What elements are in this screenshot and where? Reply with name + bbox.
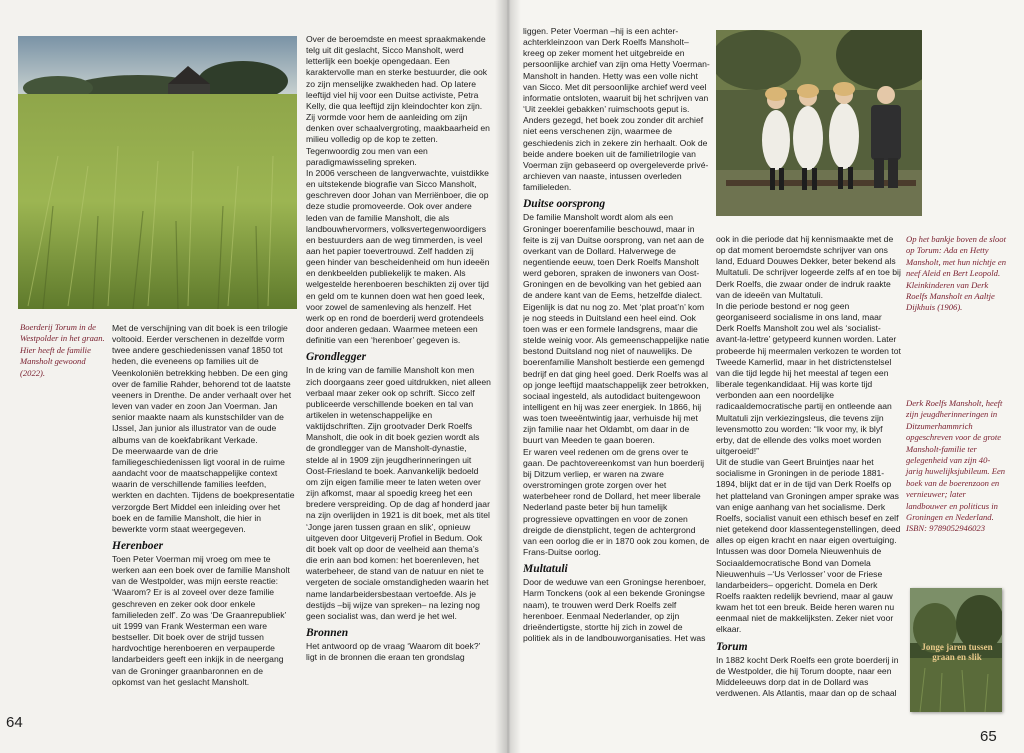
photo-caption-bankje	[906, 234, 1006, 314]
paragraph: Door de weduwe van een Groningse herenboer, Harm Tonckens (ook al een bekende Groningse naam), te trouwen werd Derk Roelfs zelf herenboer. Eenmaal Nederlander, op zijn drieëndertigste, stortte hij zich in zowel de politiek als in de landbouworganisaties. Het was	[523, 577, 706, 643]
paragraph: De familie Mansholt wordt alom als een Groninger boerenfamilie beschouwd, maar in feite is zij van Duitse oorsprong, van net aan de overkant van de Dollard. Halverwege de negentiende eeuw, toen Derk Roelfs Mansholt werd geboren, spraken de inwoners van Oost-Groningen en de bevolking van het gebied aan de andere kant van de Eems, hetzelfde dialect. Eigenlijk is dat nu nog zo. Met ‘plat proat’n’ kom je nog steeds in Duitsland een heel eind. Ook toen was er een formele landsgrens, maar die stelde weinig voor. Als gemeenschappelijke natie bestond Duitsland nog niet of nauwelijks. De boerenfamilie Mansholt bestierde een gemengd bedrijf en dat ging heel goed. Derk Roelfs was al op jonge leeftijd maatschappelijk zeer betrokken, sociaal ingesteld, als autodidact buitengewoon intelligent en hij was zeer energiek. In 1866, hij was toen tweeëntwintig jaar, verhuisde hij met zijn familie naar het Oldambt, om daar in de buurt van Meeden te gaan boeren.	[523, 212, 710, 446]
heading-duitse-oorsprong: Duitse oorsprong	[523, 198, 606, 211]
paragraph: In 2006 verscheen de langverwachte, vuistdikke en uitstekende biografie van Sicco Mansholt, geschreven door Johan van Merriënboer, die op deze studie promoveerde. Ook over andere leden van de familie Mansholt, die als landbouwhervormers, volksvertegenwoordigers en bestuurders aan de weg timmerden, is veel aan het papier toevertrouwd. Zelf hadden zij geen hinder van bescheidenheid om hun ideeën en denkbeelden publiekelijk te maken. Als welgestelde herenboeren beschikten zij over tijd en geld om te kunnen doen wat hen goed leek, voor zowel de samenleving als henzelf. Het werk op en rond de boerderij werd grotendeels door anderen gedaan. Waarmee meteen een definitie van een ‘herenboer’ gegeven is.	[306, 167, 490, 346]
heading-bronnen: Bronnen	[306, 626, 349, 639]
photo-farm-torum	[18, 36, 297, 309]
paragraph: Uit de studie van Geert Bruintjes naar het socialisme in Groningen in de periode 1881-1894, blijkt dat er in de tijd van Derk Roelfs op het platteland van Groningen amper sprake was van enige aanhang van het socialisme. Derk Roelfs, socialist vanuit een ethisch besef en zelf niet getekend door klassentegenstellingen, deed alles op eigen kracht en naar eigen overtuiging. Intussen was door Domela Nieuwenhuis de Sociaaldemocratische Bond van Domela Nieuwenhuis –‘Us Verlosser’ voor de Friese landarbeiders– opgericht. Domela en Derk Roelfs raakten redelijk bevriend, maar al gauw kwam het tot een breuk. Beide heren waren nu eenmaal niet de makkelijksten. Zeker niet voor elkaar.	[716, 457, 901, 635]
paragraph: liggen. Peter Voerman –hij is een achter-achterkleinzoon van Derk Roelfs Mansholt– kreeg op zeker moment het uitgebreide en persoonlijke archief van zijn oma Hetty Voerman-Mansholt in handen. Hetty was een volle nicht van Sicco. Met dit persoonlijke archief werd veel informatie ontsloten, waaruit bij het schrijven van ‘Uit zeeklei gebakken’ ruimschoots geput is. Anders gezegd, het boek zou zonder dit archief niet eens verschenen zijn, waarmee de geschiedenis zich in zekere zin herhaalt. Ook de beide andere boeken uit de familietrilogie van Voerman zijn gebaseerd op overgeleverde privé-archieven van naaste, intussen overleden familieleden.	[523, 26, 710, 193]
right-column-2	[716, 234, 901, 714]
page-number-right: 65	[980, 728, 997, 745]
left-column-2	[306, 34, 491, 714]
photo-caption-torum	[20, 322, 106, 379]
heading-grondlegger: Grondlegger	[306, 351, 367, 364]
book-cover-title: Jonge jaren tussen graan en slik	[921, 642, 993, 662]
paragraph: Over de beroemdste en meest spraakmakende telg uit dit geslacht, Sicco Mansholt, werd letterlijk een boekje opengedaan. Een karaktervolle man en sterke bestuurder, die ook zo zijn menselijke zwakheden had. Op latere leeftijd viel hij voor een Duitse activiste, Petra Kelly, die qua leeftijd zijn kleindochter kon zijn. Zij vormde voor hem de aanleiding om zijn denken over schaalvergroting, maakbaarheid en milieu volledig op de kop te zetten. Tegenwoordig zou men van een paradigmawisseling spreken.	[306, 34, 490, 167]
farm-grain-field-image	[18, 36, 297, 309]
heading-torum: Torum	[716, 640, 748, 653]
book-cover	[910, 588, 1002, 712]
photo-children-bench	[716, 30, 922, 216]
right-column-1	[523, 26, 711, 714]
paragraph: ook in die periode dat hij kennismaakte met de op dat moment beroemdste schrijver van ons land, Eduard Douwes Dekker, beter bekend als Multatuli. De schrijver logeerde zelfs af en toe bij Derk Roelfs, die zwaar onder de indruk raakte van de ideeën van Multatuli.	[716, 234, 901, 300]
paragraph: In die periode bestond er nog geen georganiseerd socialisme in ons land, maar Derk Roelfs Mansholt zou wel als ‘socialist-avant-la-lettre’ getypeerd kunnen worden. Later probeerde hij meermalen verkozen te worden tot Tweede Kamerlid, maar in het districtenstelsel van die tijd legde hij het meestal af tegen een liberale tegenkandidaat. Hij was korte tijd verbonden aan een noordelijke radicaaldemocratische partij en ontleende aan Multatuli zijn verkiezingsleus, die tevens zijn levensmotto zou worden: “Ik voor my, ik blyf erby, dat de ellende des volks moet worden uitgeroeid!”	[716, 300, 901, 456]
left-page	[0, 0, 507, 753]
caption-text: Op het bankje boven de sloot op Torum: Ada en Hetty Mansholt, met hun nichtje en neef Aleid en Bert Leopold. Kleinkinderen van Derk Roelfs Mansholt en Aaltje Dijkhuis (1906).	[906, 234, 1007, 313]
caption-text: Boerderij Torum in de Westpolder in het graan. Hier heeft de familie Mansholt gewoond (2022).	[20, 322, 105, 378]
paragraph: Met de verschijning van dit boek is een trilogie voltooid. Eerder verschenen in dezelfde vorm twee andere geschiedenissen vanaf 1850 tot heden, die eveneens op families uit de Veenkoloniën betrekking hebben. De een ging over de familie Rahder, behorend tot de laatste veeners in Drenthe. De ander verhaalt over het leven van vader en zoon Jan Voerman. Jan senior maakte naam als kunstschilder van de IJssel, Jan junior als illustrator van de oude albums van de koekfabrikant Verkade.	[112, 323, 292, 445]
paragraph: Toen Peter Voerman mij vroeg om mee te werken aan een boek over de familie Mansholt van de Westpolder, was mijn eerste reactie: ‘Waarom? Er is al zoveel over deze familie geschreven en zeker ook door enkele familieleden zelf’. Zo was ‘De Graanrepubliek’ uit 1999 van Frank Westerman een ware bestseller. Dit boek over de strijd tussen hardvochtige herenboeren en verpauperde landarbeiders geeft een inkijk in de neergang van de Groninger graanbaronnen en de opkomst van het geslacht Mansholt.	[112, 553, 290, 687]
book-gutter	[495, 0, 521, 753]
heading-herenboer: Herenboer	[112, 539, 164, 552]
heading-multatuli: Multatuli	[523, 563, 568, 576]
paragraph: In 1882 kocht Derk Roelfs een grote boerderij in de Westpolder, die hij Torum doopte, naar een Middeleeuws dorp dat in de Dollard was verdwenen. Als Atlantis, maar dan op de schaal	[716, 654, 899, 699]
children-on-bench-image	[716, 30, 922, 216]
paragraph: In de kring van de familie Mansholt kon men zich doorgaans zeer goed uitdrukken, niet alleen verbaal maar zeker ook op schrift. Sicco zelf publiceerde verschillende boeken en tal van artikelen in wetenschappelijke en vaktijdschriften. Zijn grootvader Derk Roelfs Mansholt, die ook in dit boek gezien wordt als de grondlegger van de Mansholt-dynastie, stelde al in 1909 zijn jeugdherinneringen uit Oost-Friesland te boek. Aanvankelijk bedoeld om zijn eigen familie meer te laten weten over zijn afkomst, maar al spoedig kreeg het een bredere verspreiding. Op de dag af honderd jaar na zijn overlijden in 1921 is dit boek, met als titel ‘Jonge jaren tussen graan en slik’, opnieuw uitgeven door Uitgeverij Profiel in Bedum. Ook dit boek valt op door de veelheid aan thema’s die erin aan bod komen: het boerenleven, het waterbeheer, de stand van de natuur en niet te vergeten de sociale omstandigheden waarin het name landarbeidersbestaan vertoefde. Als je destijds –bij wijze van spreken– na lezing nog geen socialist was, dan werd je het wel.	[306, 365, 491, 621]
book-caption	[906, 398, 1006, 535]
caption-text: Derk Roelfs Mansholt, heeft zijn jeugdherinneringen in Ditzumerhammrich opgeschreven voor de grote Mansholt-familie ter gelegenheid van zijn 40-jarig huwelijksjubileum. Een boek van de boerenzoon en vernieuwer; later landbouwer en politicus in Groningen en Nederland. ISBN: 9789052946023	[906, 398, 1006, 534]
right-page	[507, 0, 1024, 753]
paragraph: De meerwaarde van de drie familiegeschiedenissen ligt vooral in de ruime aandacht voor de maatschappelijke context waarin de verschillende families leefden, werkten en dachten. Tijdens de boekpresentatie verzorgde Bert Middel een inleiding over het boek en de familie Mansholt, die hier in bewerkte vorm staat weergegeven.	[112, 445, 295, 534]
page-number-left: 64	[6, 714, 23, 731]
paragraph: Het antwoord op de vraag ‘Waarom dit boek?’ ligt in de bronnen die eraan ten grondslag	[306, 640, 481, 663]
left-column-1	[112, 323, 297, 715]
paragraph: Er waren veel redenen om de grens over te gaan. De pachtovereenkomst van hun boerderij bij Ditzum verliep, er waren na zware overstromingen grote zorgen over het waterbeheer rond de Dollard, het meer liberale Nederland paste beter bij hun tamelijk progressieve opvattingen en voor de zonen dreigde de dienstplicht, tegen de achtergrond van een oorlog die er in 1870 ook zou komen, de Frans-Duitse oorlog.	[523, 446, 710, 558]
